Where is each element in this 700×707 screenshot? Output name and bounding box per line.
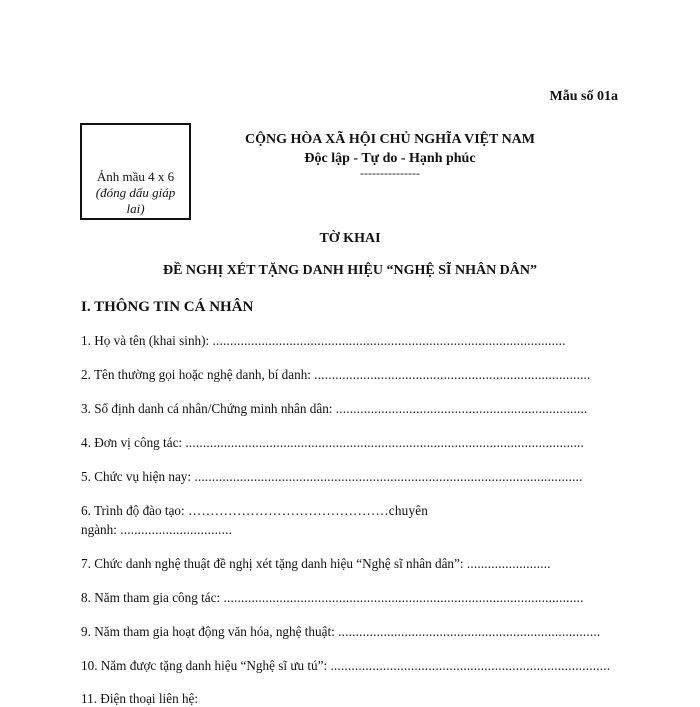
field-label: 1. Họ và tên (khai sinh): (81, 333, 213, 348)
field-blank: ........................ (466, 556, 551, 571)
national-motto: Độc lập - Tự do - Hạnh phúc (304, 151, 476, 166)
photo-box-line-1: Ảnh mầu 4 x 6 (96, 169, 175, 184)
field-artistic-title[interactable] (81, 556, 551, 572)
field-workplace[interactable] (81, 435, 584, 451)
field-work-start-year[interactable] (81, 590, 584, 606)
field-blank: ........................................................................... (338, 624, 601, 639)
field-label: 2. Tên thường gọi hoặc nghệ danh, bí danh: (81, 367, 315, 382)
photo-box-line-3: lai) (126, 201, 145, 216)
document-subtitle: ĐỀ NGHỊ XÉT TẶNG DANH HIỆU “NGHỆ SĨ NHÂN DÂN” (162, 263, 538, 278)
field-blank: ....................................................................................................... (223, 590, 584, 605)
header-divider: --------------- (360, 166, 420, 180)
field-blank: ..................................................................................................... (212, 333, 566, 348)
field-stage-name[interactable] (81, 367, 591, 383)
field-full-name[interactable] (81, 333, 566, 349)
field-arts-start-year[interactable] (81, 624, 600, 640)
field-current-position[interactable] (81, 469, 583, 485)
field-blank: ................................................................................ (330, 658, 611, 673)
field-blank: .................................................................................................................. (185, 435, 585, 450)
field-merited-artist-year[interactable] (81, 658, 610, 674)
field-blank: ………………………………………chuyên (187, 503, 429, 518)
field-label: 3. Số định danh cá nhân/Chứng minh nhân dân: (81, 401, 336, 416)
field-blank: ............................................................................... (314, 367, 591, 382)
field-blank: ........................................................................ (335, 401, 588, 416)
field-phone[interactable] (81, 691, 198, 707)
field-personal-id[interactable] (81, 401, 588, 417)
field-label: ngành: (81, 522, 121, 537)
field-label: 9. Năm tham gia hoạt động văn hóa, nghệ thuật: (81, 624, 339, 639)
field-education-level[interactable] (81, 503, 428, 519)
field-label: 10. Năm được tặng danh hiệu “Nghệ sĩ ưu tú”: (81, 658, 331, 673)
field-blank: ................................ (120, 522, 233, 537)
form-code: Mẫu số 01a (549, 89, 618, 104)
field-label: 5. Chức vụ hiện nay: (81, 469, 195, 484)
photo-placeholder-box (80, 123, 191, 220)
field-blank: ............................................................................................................... (194, 469, 583, 484)
field-label: 11. Điện thoại liên hệ: (81, 691, 199, 706)
field-label: 6. Trình độ đào tạo: (81, 503, 188, 518)
field-label: 7. Chức danh nghệ thuật đề nghị xét tặng danh hiệu “Nghệ sĩ nhân dân”: (81, 556, 467, 571)
document-title: TỜ KHAI (319, 231, 381, 246)
section-heading-personal-info: I. THÔNG TIN CÁ NHÂN (81, 299, 254, 315)
field-label: 4. Đơn vị công tác: (81, 435, 186, 450)
field-major[interactable] (81, 522, 232, 538)
photo-box-line-2: (đóng dấu giáp (95, 185, 176, 200)
country-name: CỘNG HÒA XÃ HỘI CHỦ NGHĨA VIỆT NAM (244, 132, 535, 147)
field-label: 8. Năm tham gia công tác: (81, 590, 224, 605)
